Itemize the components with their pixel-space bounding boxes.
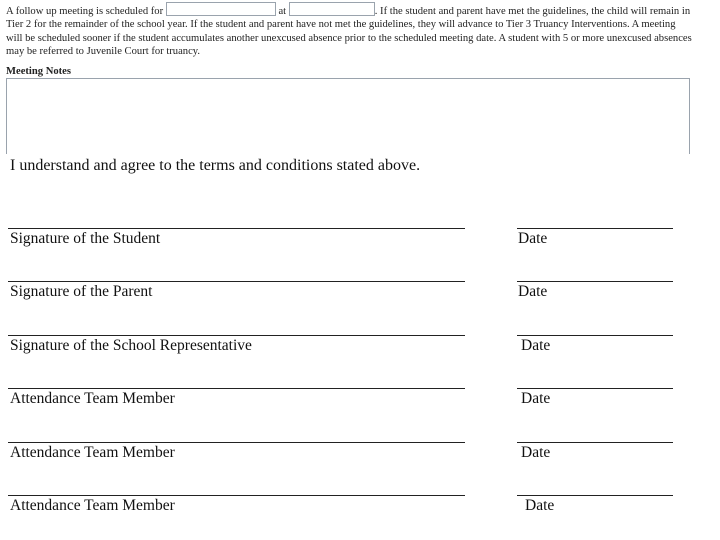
date-line[interactable]	[517, 281, 673, 282]
intro-text-3: . If the student and parent have met the guidelines, the child will remain in Tier 2 for the remainder of the school year. If the student and parent have not met the guidelines, they will advance to Tier 3 Truancy Interventions. A meeting will be scheduled sooner if the student accumulates another unexcused absence prior to the scheduled meeting date. A student with 5 or more unexcused absences may be referred to Juvenile Court for truancy.	[6, 6, 692, 58]
meeting-date-field[interactable]	[166, 2, 276, 16]
signature-label: Signature of the Student	[10, 230, 161, 247]
signature-line[interactable]	[8, 495, 465, 496]
signature-label: Signature of the School Representative	[10, 337, 252, 354]
signature-row-attendance-member-1	[0, 388, 720, 428]
signature-line[interactable]	[8, 388, 465, 389]
signature-line[interactable]	[8, 442, 465, 443]
signature-row-student	[0, 228, 720, 268]
date-label: Date	[525, 497, 555, 514]
signature-label: Attendance Team Member	[10, 444, 175, 461]
signature-row-school-representative	[0, 335, 720, 375]
intro-text-2: at	[278, 6, 287, 17]
date-label: Date	[521, 337, 551, 354]
signature-label: Attendance Team Member	[10, 390, 175, 407]
date-line[interactable]	[517, 228, 673, 229]
meeting-notes-input[interactable]	[6, 78, 690, 154]
signature-line[interactable]	[8, 228, 465, 229]
meeting-paragraph	[6, 2, 694, 59]
date-line[interactable]	[517, 442, 673, 443]
meeting-notes-label: Meeting Notes	[6, 66, 72, 77]
date-line[interactable]	[517, 388, 673, 389]
signature-label: Signature of the Parent	[10, 283, 153, 300]
date-label: Date	[521, 390, 551, 407]
signature-line[interactable]	[8, 281, 465, 282]
signature-label: Attendance Team Member	[10, 497, 175, 514]
date-line[interactable]	[517, 495, 673, 496]
date-label: Date	[518, 230, 548, 247]
date-label: Date	[521, 444, 551, 461]
signature-line[interactable]	[8, 335, 465, 336]
signature-row-parent	[0, 281, 720, 321]
signature-row-attendance-member-3	[0, 495, 720, 535]
signature-row-attendance-member-2	[0, 442, 720, 482]
intro-text-1: A follow up meeting is scheduled for	[6, 6, 164, 17]
date-label: Date	[518, 283, 548, 300]
agreement-statement: I understand and agree to the terms and conditions stated above.	[10, 157, 421, 174]
date-line[interactable]	[517, 335, 673, 336]
meeting-time-field[interactable]	[289, 2, 375, 16]
